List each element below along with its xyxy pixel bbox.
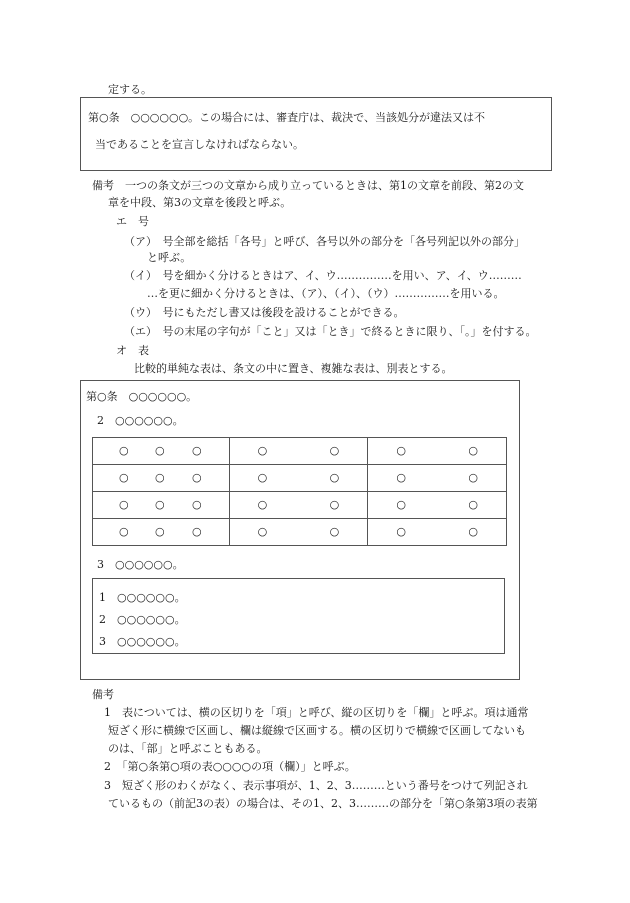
table-cell — [368, 492, 507, 519]
cell-circle: ○ — [329, 444, 340, 457]
item-e-line: （エ） 号の末尾の字句が「こと」又は「とき」で終るときに限り、「。」を付する。 — [124, 325, 537, 338]
cell-circle: ○ — [192, 444, 202, 457]
cell-circle: ○ — [155, 444, 165, 457]
continued-text: 定する。 — [108, 83, 152, 96]
cell-circle: ○ — [155, 525, 165, 538]
table-cell — [229, 492, 368, 519]
table-cell — [229, 438, 368, 465]
table-cell — [93, 519, 230, 546]
item-a-line-1: （ア） 号全部を総括「各号」と呼び、各号以外の部分を「各号列記以外の部分」 — [124, 235, 526, 248]
note2-p1-line-3: のは、「部」と呼ぶこともある。 — [108, 742, 268, 755]
grid-table — [92, 437, 507, 546]
cell-circle: ○ — [192, 471, 202, 484]
cell-circle: ○ — [396, 444, 406, 457]
cell-circle: ○ — [468, 498, 478, 511]
inner-list-item-3: 3 ○○○○○○。 — [99, 635, 186, 648]
cell-circle: ○ — [396, 525, 406, 538]
item-i-line-2: …を更に細かく分けるときは、（ア）、（イ）、（ウ）……………を用いる。 — [147, 287, 505, 300]
cell-circle: ○ — [155, 498, 165, 511]
cell-circle: ○ — [468, 525, 478, 538]
item-u-line: （ウ） 号にもただし書又は後段を設けることができる。 — [124, 306, 405, 319]
section-o-heading: オ 表 — [116, 344, 149, 357]
article-line-2: 当であることを宣言しなければならない。 — [95, 138, 304, 151]
note-line-1: 備考 一つの条文が三つの文章から成り立っているときは、第1の文章を前段、第2の文 — [92, 179, 524, 192]
cell-circle: ○ — [192, 525, 202, 538]
cell-circle: ○ — [119, 498, 129, 511]
note-line-2: 章を中段、第3の文章を後段と呼ぶ。 — [108, 196, 292, 209]
cell-circle: ○ — [257, 471, 268, 484]
section-e-heading: エ 号 — [116, 215, 149, 228]
note2-p2-line: 2 「第○条第○項の表○○○○の項（欄）」と呼ぶ。 — [104, 760, 356, 773]
cell-circle: ○ — [329, 471, 340, 484]
cell-circle: ○ — [257, 525, 268, 538]
note2-heading: 備考 — [92, 688, 114, 701]
cell-circle: ○ — [468, 444, 478, 457]
cell-circle: ○ — [396, 498, 406, 511]
cell-circle: ○ — [468, 471, 478, 484]
inner-list-box — [92, 578, 505, 654]
table-cell — [93, 465, 230, 492]
note2-p1-line-1: 1 表については、横の区切りを「項」と呼び、縦の区切りを「欄」と呼ぶ。項は通常 — [104, 706, 529, 719]
table-cell — [93, 438, 230, 465]
cell-circle: ○ — [155, 471, 165, 484]
cell-circle: ○ — [329, 525, 340, 538]
example-box-article — [80, 97, 552, 171]
note2-p3-line-1: 3 短ざく形のわくがなく、表示事項が、1、2、3………という番号をつけて列記され — [104, 779, 528, 792]
table-row — [93, 465, 507, 492]
cell-circle: ○ — [119, 525, 129, 538]
table-row — [93, 519, 507, 546]
inner-list-item-1: 1 ○○○○○○。 — [99, 591, 186, 604]
cell-circle: ○ — [329, 498, 340, 511]
note2-p3-line-2: ているもの（前記3の表）の場合は、その1、2、3………の部分を「第○条第3項の表第 — [108, 797, 538, 810]
example-box-table — [80, 380, 520, 680]
cell-circle: ○ — [119, 471, 129, 484]
table-cell — [93, 492, 230, 519]
table-article-title: 第○条 ○○○○○○。 — [86, 390, 198, 403]
cell-circle: ○ — [396, 471, 406, 484]
table-cell — [229, 465, 368, 492]
item-i-line-1: （イ） 号を細かく分けるときはア、イ、ウ……………を用い、ア、イ、ウ……… — [124, 269, 522, 282]
table-cell — [368, 438, 507, 465]
table-item-3: 3 ○○○○○○。 — [97, 558, 184, 571]
table-cell — [368, 465, 507, 492]
item-a-line-2: と呼ぶ。 — [147, 251, 192, 264]
cell-circle: ○ — [257, 444, 268, 457]
cell-circle: ○ — [257, 498, 268, 511]
section-o-text: 比較的単純な表は、条文の中に置き、複雑な表は、別表とする。 — [134, 362, 453, 375]
table-cell — [229, 519, 368, 546]
table-cell — [368, 519, 507, 546]
table-item-2: 2 ○○○○○○。 — [97, 414, 184, 427]
cell-circle: ○ — [119, 444, 129, 457]
inner-list-item-2: 2 ○○○○○○。 — [99, 613, 186, 626]
note2-p1-line-2: 短ざく形に横線で区画し、欄は縦線で区画する。横の区切りで横線で区画してないも — [108, 724, 526, 737]
table-row — [93, 492, 507, 519]
cell-circle: ○ — [192, 498, 202, 511]
article-line-1: 第○条 ○○○○○○。この場合には、審査庁は、裁決で、当該処分が違法又は不 — [88, 111, 485, 124]
table-row — [93, 438, 507, 465]
